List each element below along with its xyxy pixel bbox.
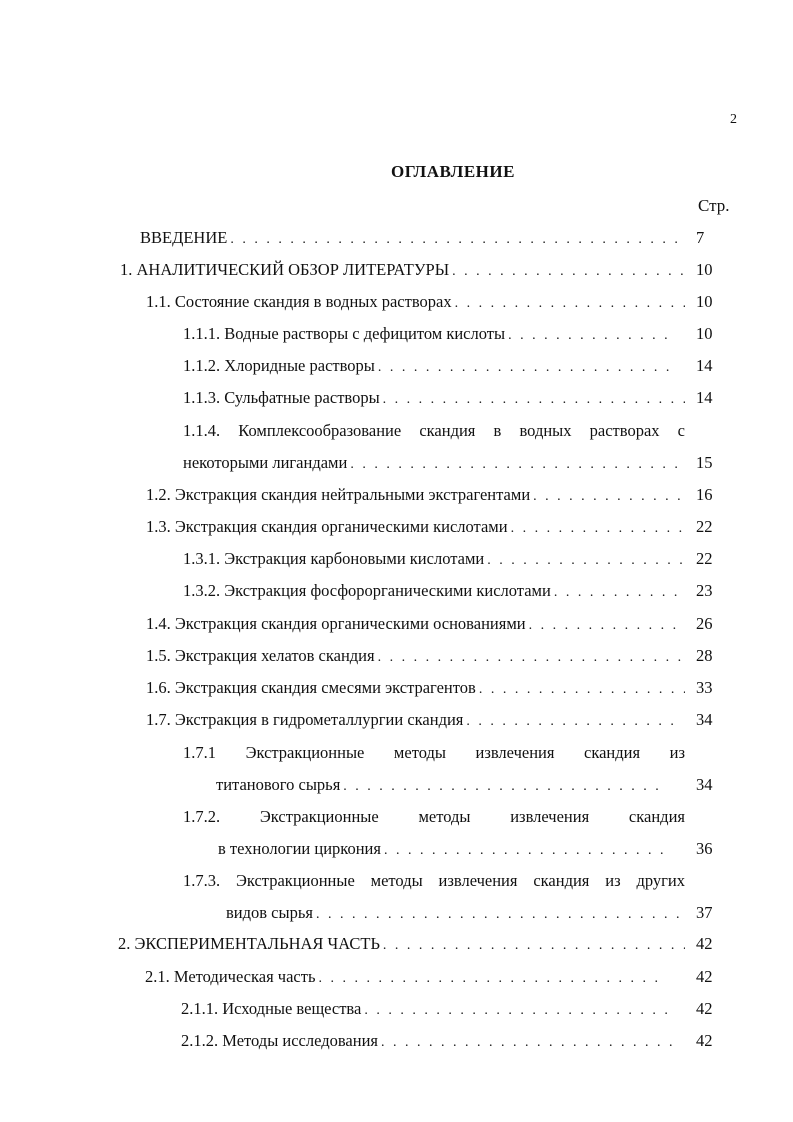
leader-dots (350, 453, 685, 477)
leader-dots (381, 1031, 675, 1055)
leader-dots (452, 260, 685, 284)
leader-dots (455, 292, 685, 316)
toc-entry-label: некоторыми лигандами (183, 453, 348, 472)
toc-entry-1-7-1-cont[interactable] (216, 773, 668, 797)
leader-dots (479, 678, 685, 702)
toc-entry-2-1[interactable] (145, 965, 670, 989)
toc-entry-chapter-2[interactable] (118, 932, 688, 956)
toc-entry-page: 22 (696, 549, 713, 568)
leader-dots (383, 934, 685, 958)
toc-entry-1-7-3-cont[interactable] (226, 901, 688, 925)
toc-entry-1-2[interactable] (146, 483, 688, 507)
toc-entry-label: 1. АНАЛИТИЧЕСКИЙ ОБЗОР ЛИТЕРАТУРЫ (120, 260, 450, 279)
toc-entry-page: 10 (696, 260, 713, 279)
toc-entry-page: 16 (696, 485, 713, 504)
toc-entry-page: 7 (696, 228, 705, 247)
toc-entry-introduction[interactable] (140, 226, 688, 250)
toc-entry-1-1-4-cont[interactable] (183, 451, 688, 475)
toc-entry-label: в технологии циркония (218, 839, 381, 858)
toc-entry-label: 1.3.2. Экстракция фосфорорганическими кислотами (183, 581, 551, 600)
toc-entry-page: 22 (696, 517, 713, 536)
leader-dots (466, 710, 675, 734)
leader-dots (511, 517, 685, 541)
toc-entry-page: 26 (696, 614, 713, 633)
toc-entry-page: 42 (696, 967, 713, 986)
toc-entry-label: 1.2. Экстракция скандия нейтральными экстрагентами (146, 485, 531, 504)
toc-entry-page: 23 (696, 581, 713, 600)
toc-entry-label: 2.1. Методическая часть (145, 967, 316, 986)
leader-dots (508, 324, 675, 348)
toc-entry-label: видов сырья (226, 903, 313, 922)
leader-dots (533, 485, 685, 509)
toc-entry-page: 28 (696, 646, 713, 665)
leader-dots (319, 967, 668, 991)
toc-entry-label: ВВЕДЕНИЕ (140, 228, 228, 247)
toc-entry-1-7-2[interactable]: 1.7.2. Экстракционные методы извлечения скандия (183, 807, 685, 826)
leader-dots (487, 549, 685, 573)
toc-entry-page: 34 (696, 775, 713, 794)
toc-entry-2-1-1[interactable] (181, 997, 678, 1021)
toc-entry-1-1[interactable] (146, 290, 688, 314)
toc-entry-1-3-1[interactable] (183, 547, 688, 571)
toc-entry-page: 42 (696, 1031, 713, 1050)
leader-dots (364, 999, 675, 1023)
toc-entry-1-3-2[interactable] (183, 579, 688, 603)
toc-entry-1-7-2-cont[interactable] (218, 837, 668, 861)
toc-entry-1-7-3[interactable]: 1.7.3. Экстракционные методы извлечения скандия из других (183, 871, 685, 890)
toc-entry-label: 1.6. Экстракция скандия смесями экстрагентов (146, 678, 476, 697)
leader-dots (343, 775, 665, 799)
toc-entry-2-1-2[interactable] (181, 1029, 678, 1053)
leader-dots (230, 228, 685, 252)
page-title: ОГЛАВЛЕНИЕ (391, 162, 515, 181)
toc-entry-page: 14 (696, 388, 713, 407)
leader-dots (529, 614, 685, 638)
leader-dots (378, 646, 685, 670)
toc-entry-page: 15 (696, 453, 713, 472)
toc-entry-1-6[interactable] (146, 676, 688, 700)
toc-entry-1-1-1[interactable] (183, 322, 678, 346)
toc-entry-label: 1.5. Экстракция хелатов скандия (146, 646, 375, 665)
toc-entry-chapter-1[interactable] (120, 258, 688, 282)
toc-entry-page: 42 (696, 999, 713, 1018)
toc-entry-page: 14 (696, 356, 713, 375)
toc-entry-label: титанового сырья (216, 775, 341, 794)
toc-entry-page: 33 (696, 678, 713, 697)
toc-entry-label: 1.1.1. Водные растворы с дефицитом кислоты (183, 324, 506, 343)
toc-entry-page: 10 (696, 292, 713, 311)
toc-entry-1-5[interactable] (146, 644, 688, 668)
leader-dots (378, 356, 675, 380)
toc-entry-1-7[interactable] (146, 708, 678, 732)
leader-dots (316, 903, 685, 927)
toc-entry-1-1-2[interactable] (183, 354, 678, 378)
toc-entry-1-4[interactable] (146, 612, 688, 636)
toc-entry-1-3[interactable] (146, 515, 688, 539)
toc-entry-label: 1.7. Экстракция в гидрометаллургии скандия (146, 710, 464, 729)
toc-entry-label: 1.4. Экстракция скандия органическими основаниями (146, 614, 526, 633)
toc-entry-page: 10 (696, 324, 713, 343)
toc-entry-label: 1.3. Экстракция скандия органическими кислотами (146, 517, 508, 536)
toc-entry-1-7-1[interactable]: 1.7.1 Экстракционные методы извлечения скандия из (183, 743, 685, 762)
toc-entry-page: 36 (696, 839, 713, 858)
toc-entry-page: 34 (696, 710, 713, 729)
toc-entry-label: 1.1.3. Сульфатные растворы (183, 388, 380, 407)
page-number: 2 (730, 112, 737, 127)
toc-entry-label: 1.1. Состояние скандия в водных растворах (146, 292, 452, 311)
leader-dots (554, 581, 685, 605)
toc-entry-page: 42 (696, 934, 713, 953)
toc-entry-label: 1.1.2. Хлоридные растворы (183, 356, 375, 375)
page-column-label: Стр. (698, 196, 730, 215)
toc-entry-label: 2.1.1. Исходные вещества (181, 999, 362, 1018)
toc-entry-label: 2.1.2. Методы исследования (181, 1031, 379, 1050)
toc-entry-page: 37 (696, 903, 713, 922)
toc-entry-1-1-4[interactable]: 1.1.4. Комплексообразование скандия в водных растворах с (183, 421, 685, 440)
toc-entry-label: 2. ЭКСПЕРИМЕНТАЛЬНАЯ ЧАСТЬ (118, 934, 380, 953)
leader-dots (383, 388, 685, 412)
leader-dots (384, 839, 665, 863)
toc-entry-label: 1.3.1. Экстракция карбоновыми кислотами (183, 549, 485, 568)
toc-entry-1-1-3[interactable] (183, 386, 688, 410)
